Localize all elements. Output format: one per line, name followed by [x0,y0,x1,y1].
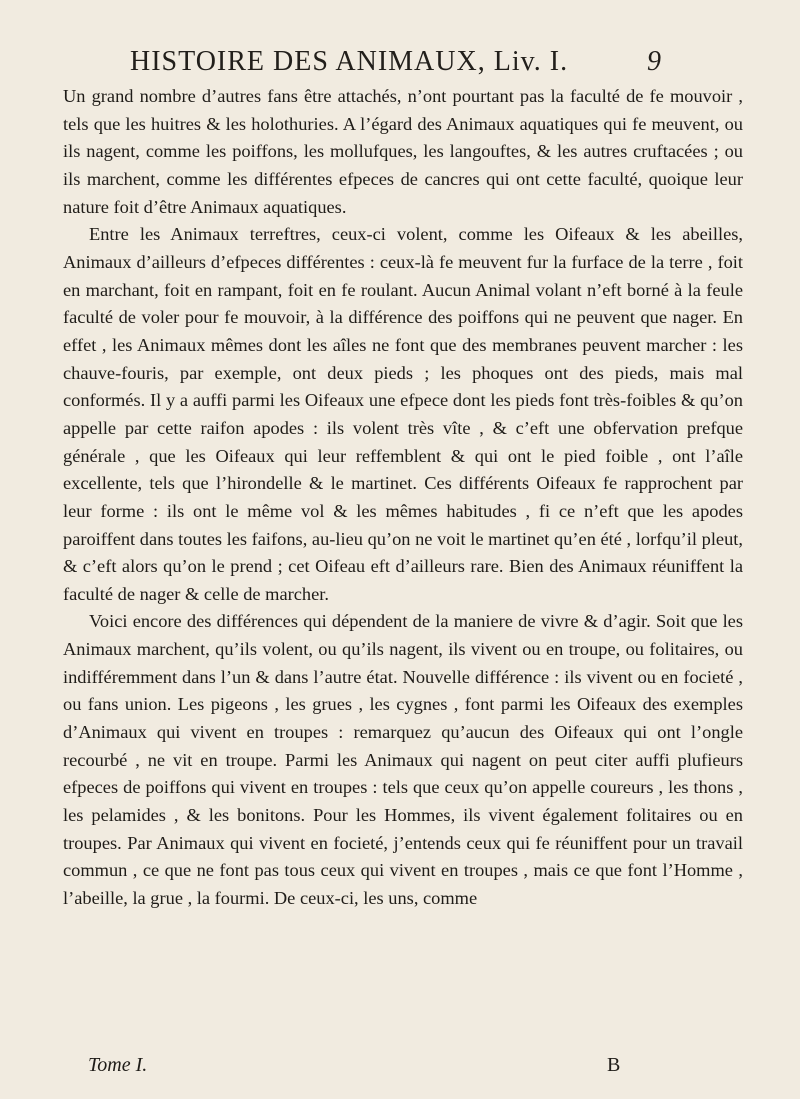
running-title: HISTOIRE DES ANIMAUX, Liv. I. [130,46,569,77]
page-footer [88,1054,688,1084]
body-text [63,83,743,913]
paragraph: Entre les Animaux terreftres, ceux-ci volent, comme les Oifeaux & les abeilles, Animaux d’ailleurs d’efpeces différentes : ceux-là fe meuvent fur la furface de la terre , foit en marchant, foit en rampant, foit en fe roulant. Aucun Animal volant n’eft borné à la feule faculté de voler pour fe mouvoir, à la différence des poiffons qui ne peuvent que nager. En effet , les Animaux mêmes dont les aîles ne font que des membranes peuvent marcher : les chauve-fouris, par exemple, ont deux pieds ; les phoques ont des pieds, mais mal conformés. Il y a auffi parmi les Oifeaux une efpece dont les pieds font très-foibles & qu’on appelle par cette raifon apodes : ils volent très vîte , & c’eft une obfervation prefque générale , que les Oifeaux qui leur reffemblent & qui ont le pied foible , ont l’aîle excellente, tels que l’hirondelle & le martinet. Ces différents Oifeaux fe rapprochent par leur forme : ils ont le même vol & les mêmes habitudes , fi ce n’eft que les apodes paroiffent dans toutes les faifons, au-lieu qu’on ne voit le martinet qu’en été , lorfqu’il pleut, & c’eft alors qu’on le prend ; cet Oifeau eft d’ailleurs rare. Bien des Animaux réuniffent la faculté de nager & celle de marcher. [63,224,743,604]
volume-mark: Tome I. [88,1054,148,1076]
running-header [130,46,660,80]
page-number: 9 [647,46,662,77]
signature-mark: B [607,1054,621,1076]
paragraph: Un grand nombre d’autres fans être attachés, n’ont pourtant pas la faculté de fe mouvoir , tels que les huitres & les holothuries. A l’égard des Animaux aquatiques qui fe meuvent, ou ils nagent, comme les poiffons, les mollufques, les langouftes, & les autres cruftacées ; ou ils marchent, comme les différentes efpeces de cancres qui ont cette faculté, quoique leur nature foit d’être Animaux aquatiques. [63,86,743,217]
paragraph: Voici encore des différences qui dépendent de la maniere de vivre & d’agir. Soit que les Animaux marchent, qu’ils volent, ou qu’ils nagent, ils vivent ou en troupe, ou folitaires, ou indifféremment dans l’un & dans l’autre état. Nouvelle différence : ils vivent ou en focieté , ou fans union. Les pigeons , les grues , les cygnes , font parmi les Oifeaux des exemples d’Animaux qui vivent en troupes : remarquez qu’aucun des Oifeaux qui ont l’ongle recourbé , ne vit en troupe. Parmi les Animaux qui nagent on peut citer auffi plufieurs efpeces de poiffons qui vivent en troupes : tels que ceux qu’on appelle coureurs , les thons , les pelamides , & les bonitons. Pour les Hommes, ils vivent également folitaires ou en troupes. Par Animaux qui vivent en focieté, j’entends ceux qui fe réuniffent pour un travail commun , ce que ne font pas tous ceux qui vivent en troupes , mais ce que font l’Homme , l’abeille, la grue , la fourmi. De ceux-ci, les uns, comme [63,611,743,909]
